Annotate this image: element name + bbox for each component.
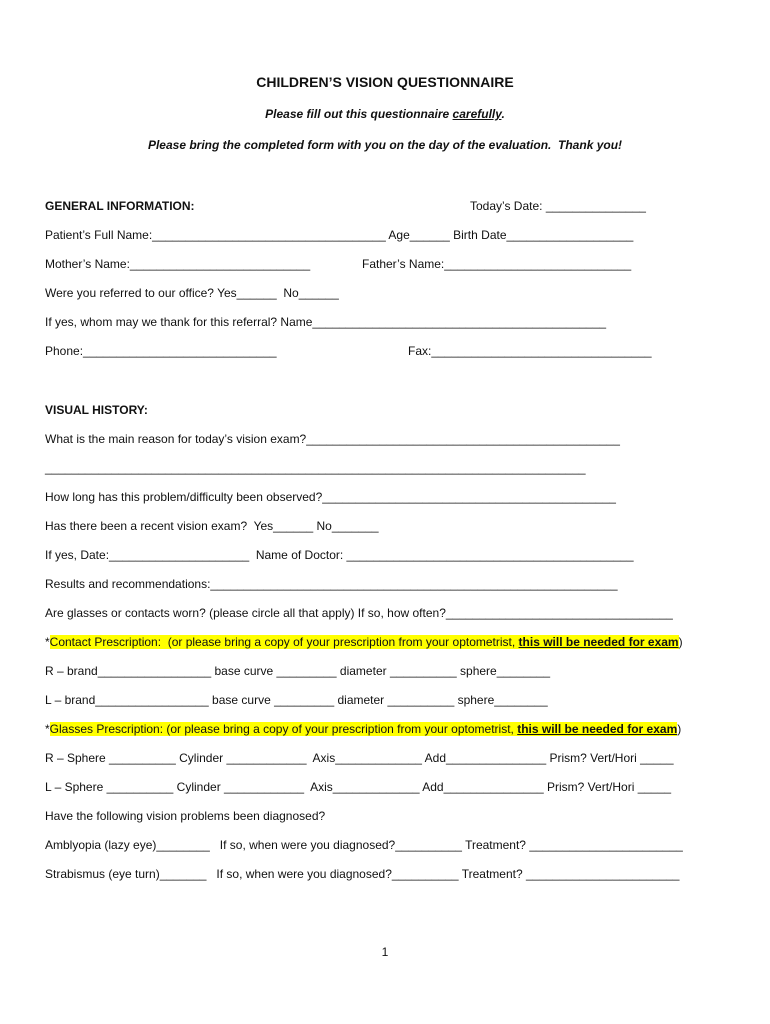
strabismus-field[interactable]: Strabismus (eye turn)_______ If so, when were you diagnosed?__________ Treatment? _______________________ [45, 867, 680, 881]
instructions-1-post: . [501, 107, 505, 121]
recent-exam-field[interactable]: Has there been a recent vision exam? Yes______ No_______ [45, 519, 379, 533]
left-contact-field[interactable]: L – brand_________________ base curve _________ diameter __________ sphere________ [45, 693, 548, 707]
contact-rx-close: ) [678, 635, 683, 649]
visual-history-heading: VISUAL HISTORY: [45, 403, 148, 417]
amblyopia-field[interactable]: Amblyopia (lazy eye)________ If so, when were you diagnosed?__________ Treatment? _______________________ [45, 838, 683, 852]
main-reason-field[interactable]: What is the main reason for today’s vision exam?_______________________________________________ [45, 432, 620, 446]
instructions-1-pre: Please fill out this questionnaire [265, 107, 453, 121]
contact-rx-needed: this will be needed for exam [518, 635, 679, 649]
general-info-heading: GENERAL INFORMATION: [45, 199, 195, 213]
glasses-rx-text [50, 722, 678, 736]
glasses-rx-asterisk: * [45, 722, 50, 736]
left-glasses-field[interactable]: L – Sphere __________ Cylinder ____________ Axis_____________ Add_______________ Prism? Vert/Hori _____ [45, 780, 672, 794]
diagnosed-question: Have the following vision problems been diagnosed? [45, 809, 326, 823]
glasses-prescription-note [45, 722, 681, 736]
referral-name-field[interactable]: If yes, whom may we thank for this referral? Name____________________________________________ [45, 315, 607, 329]
glasses-rx-needed: this will be needed for exam [517, 722, 678, 736]
referred-field[interactable]: Were you referred to our office? Yes______ No______ [45, 286, 339, 300]
phone-field[interactable]: Phone:_____________________________ [45, 344, 277, 358]
results-field[interactable]: Results and recommendations:_____________________________________________________________ [45, 577, 618, 591]
fax-field[interactable]: Fax:_________________________________ [408, 344, 652, 358]
instructions-line-1 [0, 107, 770, 121]
page-number: 1 [381, 945, 389, 959]
instructions-1-underlined: carefully [452, 107, 502, 121]
contact-prescription-note [45, 635, 683, 649]
how-long-field[interactable]: How long has this problem/difficulty been observed?____________________________________________ [45, 490, 616, 504]
contact-rx-label: Contact Prescription: (or please bring a copy of your prescription from your optometrist, [49, 635, 519, 649]
contact-rx-asterisk: * [45, 635, 50, 649]
main-reason-continuation-field[interactable]: _________________________________________________________________________________ [45, 461, 586, 475]
form-title: CHILDREN’S VISION QUESTIONNAIRE [256, 74, 514, 90]
contact-rx-text [50, 635, 679, 649]
instructions-line-2: Please bring the completed form with you on the day of the evaluation. Thank you! [147, 138, 623, 152]
patient-name-age-birthdate-field[interactable]: Patient’s Full Name:___________________________________ Age______ Birth Date___________________ [45, 228, 634, 242]
exam-date-doctor-field[interactable]: If yes, Date:_____________________ Name of Doctor: ___________________________________________ [45, 548, 634, 562]
glasses-worn-field[interactable]: Are glasses or contacts worn? (please circle all that apply) If so, how often?__________________________________ [45, 606, 673, 620]
right-glasses-field[interactable]: R – Sphere __________ Cylinder ____________ Axis_____________ Add_______________ Prism? Vert/Hori _____ [45, 751, 674, 765]
glasses-rx-close: ) [677, 722, 682, 736]
mother-name-field[interactable]: Mother’s Name:___________________________ [45, 257, 311, 271]
todays-date-field[interactable]: Today’s Date: _______________ [470, 199, 646, 213]
right-contact-field[interactable]: R – brand_________________ base curve _________ diameter __________ sphere________ [45, 664, 551, 678]
father-name-field[interactable]: Father’s Name:____________________________ [362, 257, 632, 271]
glasses-rx-label: Glasses Prescription: (or please bring a copy of your prescription from your optometrist, [49, 722, 518, 736]
